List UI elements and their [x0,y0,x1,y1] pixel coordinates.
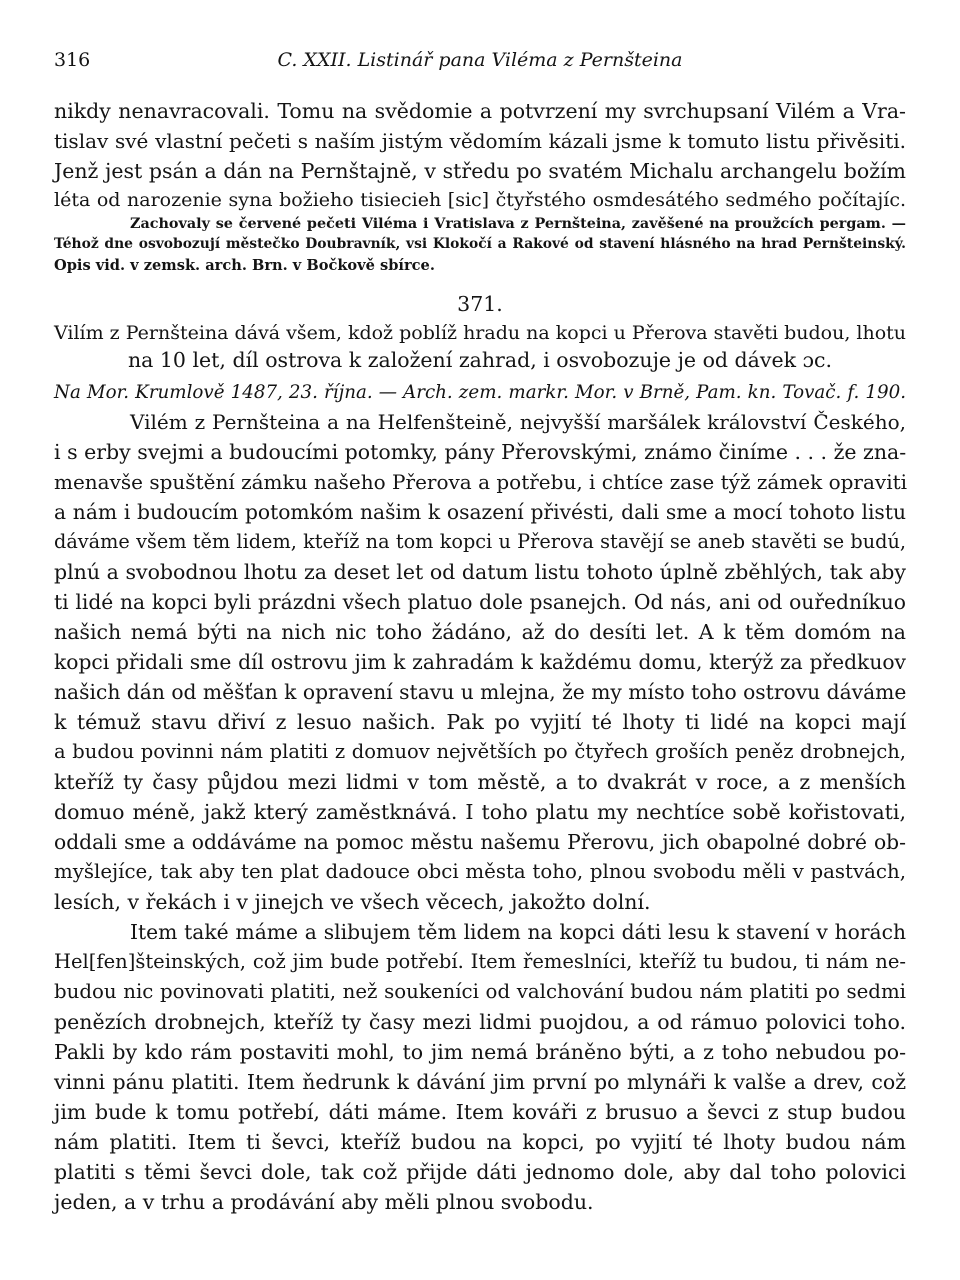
text-line: Pakli by kdo rám postaviti mohl, to jim nemá bráněno býti, a z toho nebudou po- [54,1040,906,1064]
text-line: dáváme všem těm lidem, kteříž na tom kopci u Přerova stavějí se aneb stavěti se budú, [54,530,906,553]
text-line: nikdy nenavracovali. Tomu na svědomie a potvrzení my svrchupsaní Vilém a Vra- [54,99,906,123]
text-line: k témuž stavu dřiví z lesuo našich. Pak po vyjití té lhoty ti lidé na kopci mají [54,710,906,734]
text-line: Jenž jest psán a dán na Pernštajně, v středu po svatém Michalu archangelu božím [54,159,906,183]
source-reference: Na Mor. Krumlově 1487, 23. října. — Arch. zem. markr. Mor. v Brně, Pam. kn. Tovač. f. 190. [54,382,906,403]
text-line: jim bude k tomu potřebí, dáti máme. Item kováři z brusuo a ševci z stup budou [54,1100,906,1124]
text-line: kteříž ty časy půjdou mezi lidmi v tom městě, a to dvakrát v roce, a z menších [54,770,906,794]
text-line: Item také máme a slibujem těm lidem na kopci dáti lesu k stavení v horách [130,920,906,944]
text-line: jeden, a v trhu a prodávání aby měli plnou svobodu. [54,1190,594,1214]
editorial-note-line: Téhož dne osvobozují městečko Doubravník, vsi Klokočí a Rakové od stavení hlásného na hrad Pernšteinský. [54,236,906,252]
text-line: oddali sme a oddáváme na pomoc městu našemu Přerovu, jich obapolné dobré ob- [54,830,906,854]
text-line: domuo méně, jakž který zaměstknává. I toho platu my nechtíce sobě kořistovati, [54,800,906,824]
regest-line: Vilím z Pernšteina dává všem, kdož poblíž hradu na kopci u Přerova stavěti budou, lhotu [54,322,907,344]
editorial-note-line: Opis vid. v zemsk. arch. Brn. v Bočkově sbírce. [54,257,435,274]
text-line: našich dán od měšťan k opravení stavu u mlejna, že my místo toho ostrovu dáváme [54,680,907,704]
text-line: nám platiti. Item ti ševci, kteříž budou na kopci, po vyjití té lhoty budou nám [54,1130,906,1154]
text-line: našich nemá býti na nich nic toho žádáno, až do desíti let. A k těm domóm na [54,620,906,644]
text-line: menavše spuštění zámku našeho Přerova a potřebu, i chtíce zase týž zámek opraviti [54,470,908,494]
text-line: platiti s těmi ševci dole, tak což přijde dáti jednomo dole, aby dal toho polovici [54,1160,906,1184]
text-line: kopci přidali sme díl ostrovu jim k zahradám k každému domu, kterýž za předkuov [54,650,906,674]
text-line: lesích, v řekách i v jinejch ve všech věcech, jakožto dolní. [54,890,651,914]
text-line: Vilém z Pernšteina a na Helfenšteině, nejvyšší maršálek království Českého, [130,410,906,434]
text-line: myšlejíce, tak aby ten plat dadouce obci města toho, plnou svobodu měli v pastvách, [54,860,906,883]
regest-line: na 10 let, díl ostrova k založení zahrad, i osvobozuje je od dávek ɔc. [127,348,833,372]
text-line: budou nic povinovati platiti, než soukeníci od valchování budou nám platiti po sedmi [54,980,906,1003]
text-line: vinni pánu platiti. Item ňedrunk k dávání jim první po mlynáři k valše a drev, což [54,1070,906,1094]
text-line: a nám i budoucím potomkóm našim k osazení přivésti, dali sme a mocí tohoto listu [54,500,906,524]
page-number: 316 [54,49,91,71]
text-line: ti lidé na kopci byli prázdni všech platuo dole psanejch. Od nás, ani od ouředníkuo [54,590,906,614]
text-line: tislav své vlastní pečeti s naším jistým vědomím kázali jsme k tomuto listu přivěsiti. [54,129,906,153]
text-line: penězích drobnejch, kteříž ty časy mezi lidmi puojdou, a od rámuo polovici toho. [54,1010,906,1034]
text-line: léta od narozenie syna božieho tisiecieh [sic] čtyřstého osmdesátého sedmého počítajíc. [54,189,906,211]
text-line: Hel[fen]šteinských, což jim bude potřebí. Item řemeslníci, kteříž tu budou, ti nám ne- [54,950,906,973]
text-line: plnú a svobodnou lhotu za deset let od datum listu tohoto úplně zběhlých, tak aby [54,560,906,584]
running-title: C. XXII. Listinář pana Viléma z Pernšteina [277,49,683,71]
editorial-note-line: Zachovaly se červené pečeti Viléma i Vratislava z Pernšteina, zavěšené na proužcích pergam. — [130,216,906,232]
text-line: a budou povinni nám platiti z domuov největších po čtyřech groších peněz drobnejch, [54,740,906,763]
document-number: 371. [457,292,503,316]
text-line: i s erby svejmi a budoucími potomky, pány Přerovskými, známo činíme . . . že zna- [54,440,907,464]
